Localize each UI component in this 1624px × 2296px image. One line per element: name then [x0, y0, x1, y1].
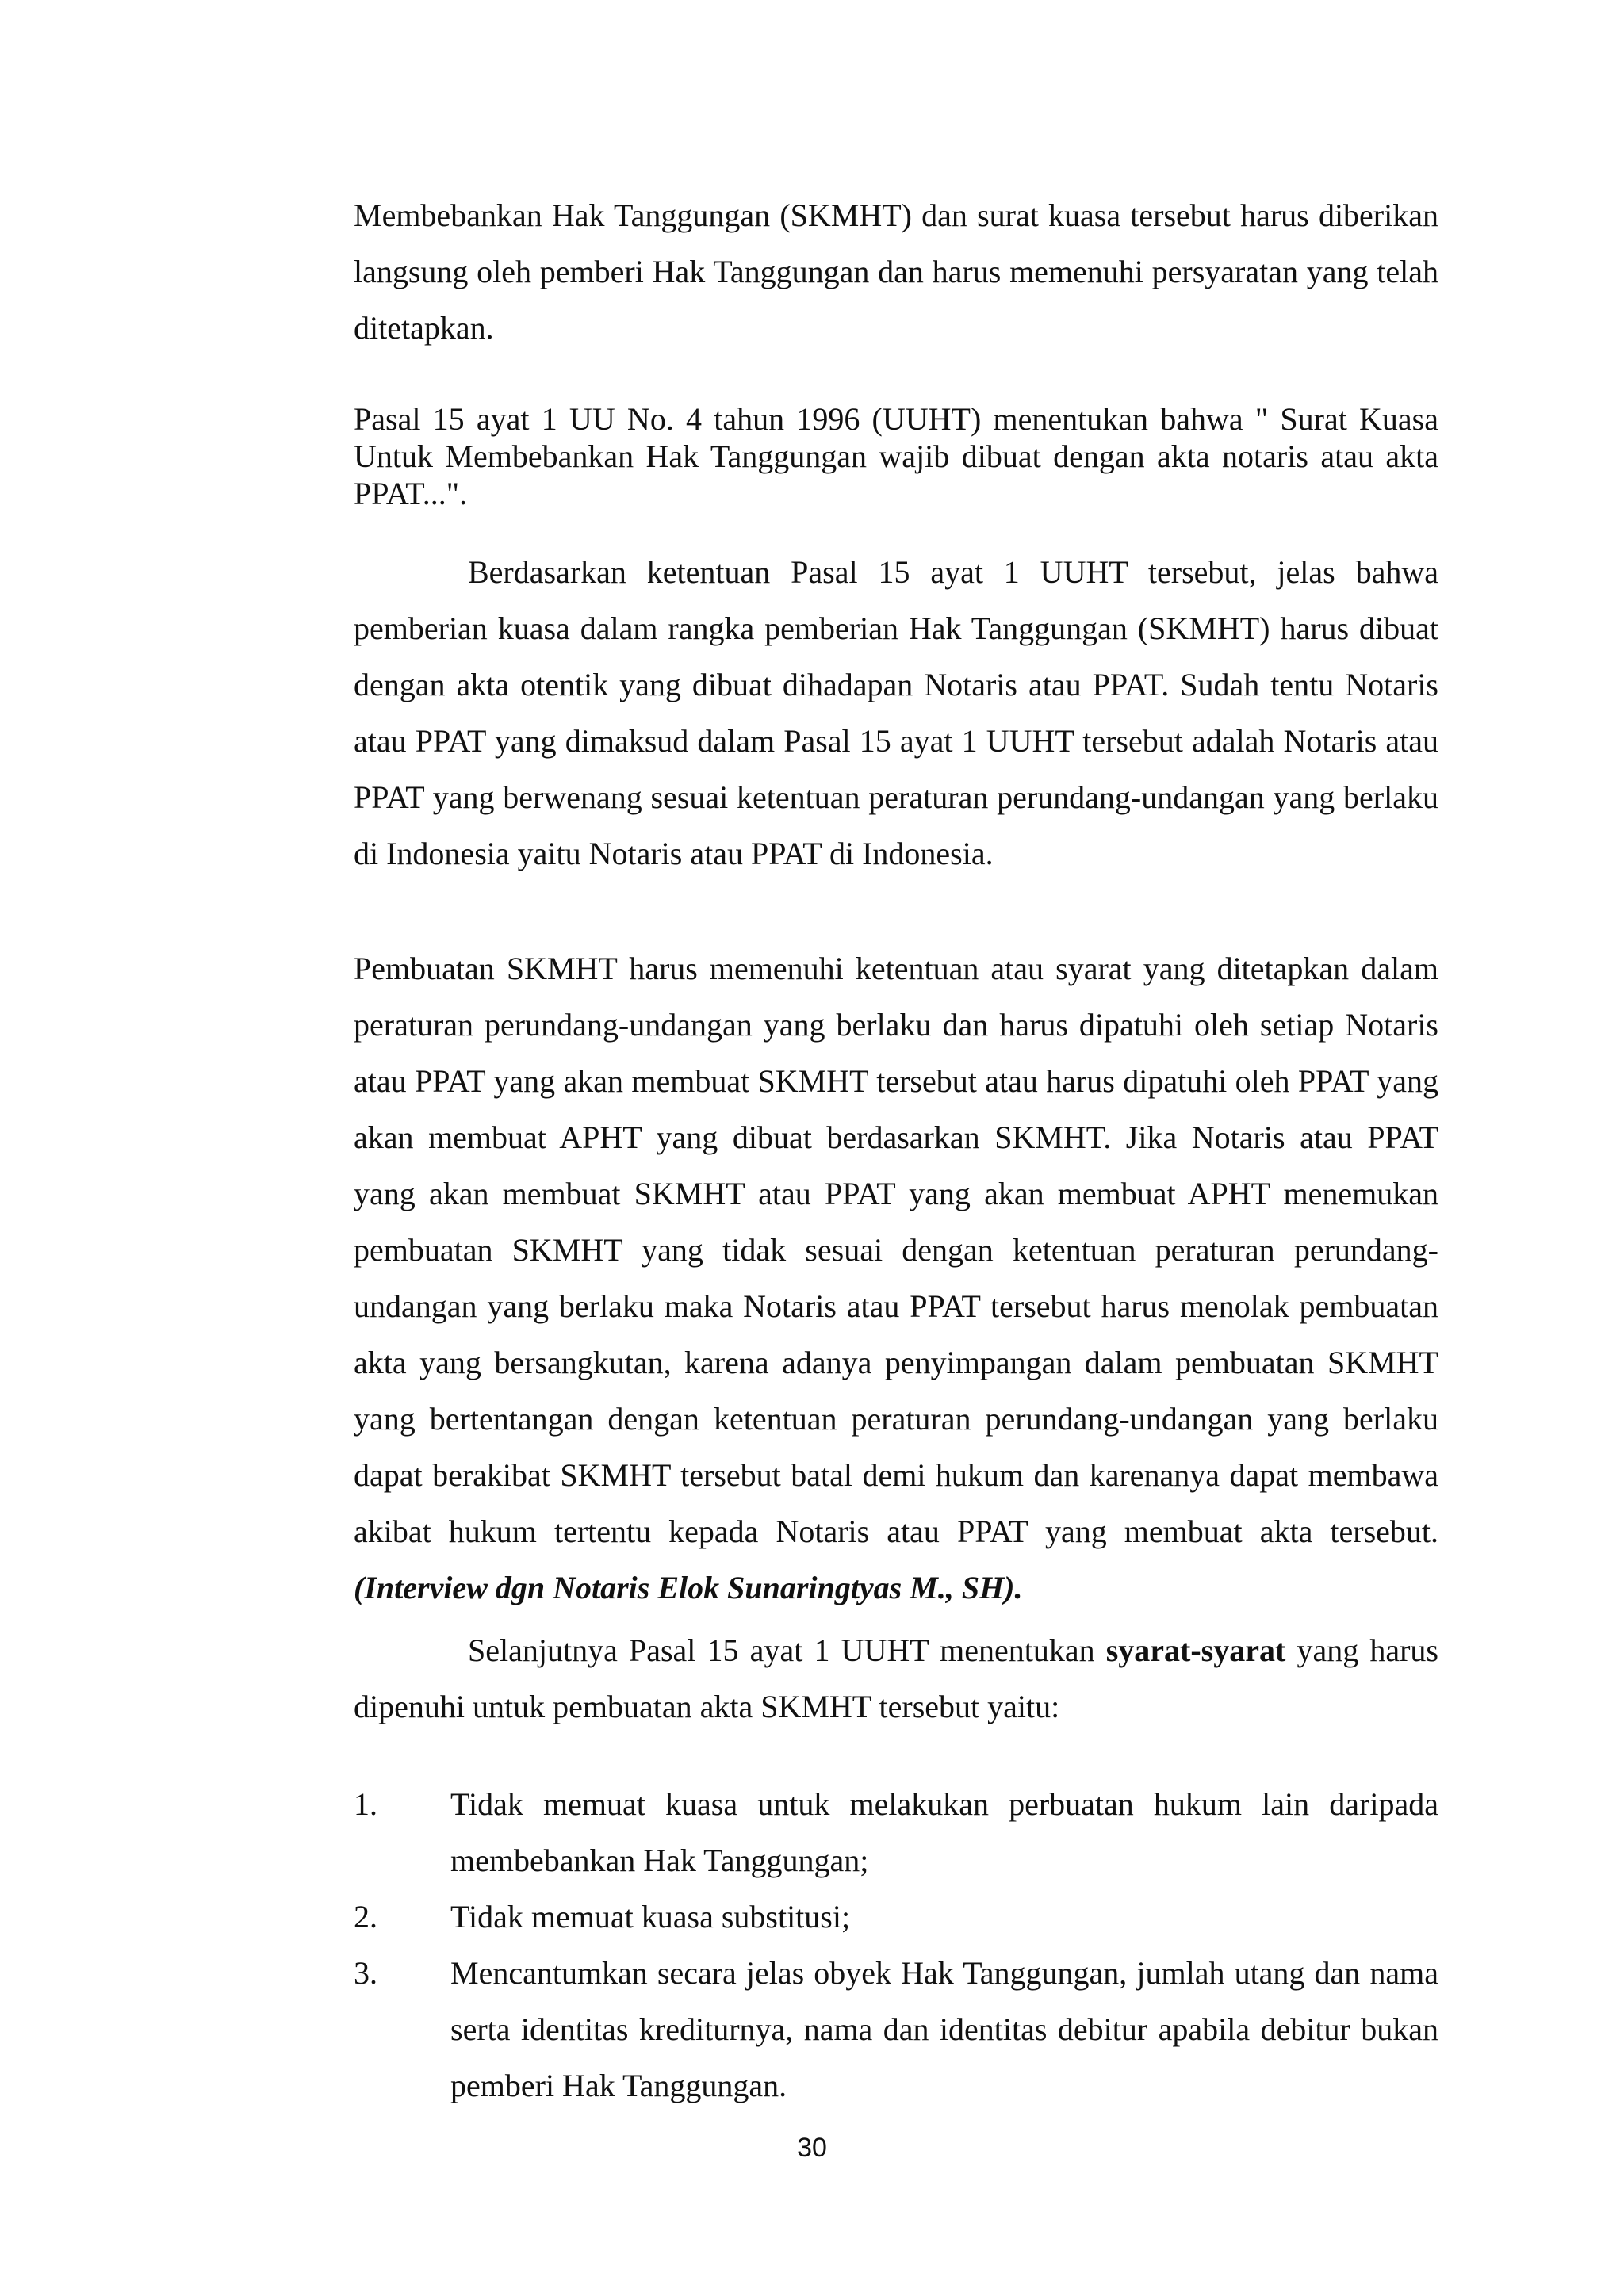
page-number: 30 — [797, 2133, 827, 2163]
list-item — [354, 1888, 1438, 1945]
paragraph-berdasarkan: Berdasarkan ketentuan Pasal 15 ayat 1 UUHT tersebut, jelas bahwa pemberian kuasa dalam rangka pemberian Hak Tanggungan (SKMHT) harus dibuat dengan akta otentik yang dibuat dihadapan Notaris atau PPAT. Sudah tentu Notaris atau PPAT yang dimaksud dalam Pasal 15 ayat 1 UUHT tersebut adalah Notaris atau PPAT yang berwenang sesuai ketentuan peraturan perundang-undangan yang berlaku di Indonesia yaitu Notaris atau PPAT di Indonesia. — [354, 554, 1438, 871]
list-item-text: Tidak memuat kuasa substitusi; — [450, 1899, 851, 1934]
interview-citation: (Interview dgn Notaris Elok Sunaringtyas M., SH). — [354, 1570, 1023, 1605]
list-item-text: Tidak memuat kuasa untuk melakukan perbuatan hukum lain daripada membebankan Hak Tanggungan; — [450, 1786, 1438, 1878]
list-item-number: 2. — [354, 1899, 377, 1934]
paragraph-selanjutnya — [354, 1622, 1438, 1735]
paragraph-pembuatan-skmht — [354, 940, 1438, 1616]
paragraph-selanjutnya-before: Selanjutnya Pasal 15 ayat 1 UUHT menentukan — [468, 1632, 1106, 1668]
syarat-syarat-emphasis: syarat-syarat — [1105, 1632, 1286, 1668]
requirements-list — [354, 1776, 1438, 2114]
list-item-text: Mencantumkan secara jelas obyek Hak Tanggungan, jumlah utang dan nama serta identitas krediturnya, nama dan identitas debitur apabila debitur bukan pemberi Hak Tanggungan. — [450, 1955, 1438, 2103]
paragraph-pembuatan-skmht-main: Pembuatan SKMHT harus memenuhi ketentuan atau syarat yang ditetapkan dalam peraturan perundang-undangan yang berlaku dan harus dipatuhi oleh setiap Notaris atau PPAT yang akan membuat SKMHT tersebut atau harus dipatuhi oleh PPAT yang akan membuat APHT yang dibuat berdasarkan SKMHT. Jika Notaris atau PPAT yang akan membuat SKMHT atau PPAT yang akan membuat APHT menemukan pembuatan SKMHT yang tidak sesuai dengan ketentuan peraturan perundang-undangan yang berlaku maka Notaris atau PPAT tersebut harus menolak pembuatan akta yang bersangkutan, karena adanya penyimpangan dalam pembuatan SKMHT yang bertentangan dengan ketentuan peraturan perundang-undangan yang berlaku dapat berakibat SKMHT tersebut batal demi hukum dan karenanya dapat membawa akibat hukum tertentu kepada Notaris atau PPAT yang membuat akta tersebut. — [354, 951, 1438, 1549]
list-item-number: 1. — [354, 1786, 377, 1822]
list-item — [354, 1776, 1438, 1888]
paragraph-skmht-continuation: Membebankan Hak Tanggungan (SKMHT) dan surat kuasa tersebut harus diberikan langsung oleh pemberi Hak Tanggungan dan harus memenuhi persyaratan yang telah ditetapkan. — [354, 197, 1438, 346]
paragraph-selanjutnya-after: yang harus dipenuhi untuk pembuatan akta SKMHT tersebut yaitu: — [354, 1632, 1438, 1724]
list-item-number: 3. — [354, 1955, 377, 1991]
list-item — [354, 1945, 1438, 2114]
paragraph-pasal-15-quote: Pasal 15 ayat 1 UU No. 4 tahun 1996 (UUHT) menentukan bahwa " Surat Kuasa Untuk Membebankan Hak Tanggungan wajib dibuat dengan akta notaris atau akta PPAT...". — [354, 401, 1438, 511]
